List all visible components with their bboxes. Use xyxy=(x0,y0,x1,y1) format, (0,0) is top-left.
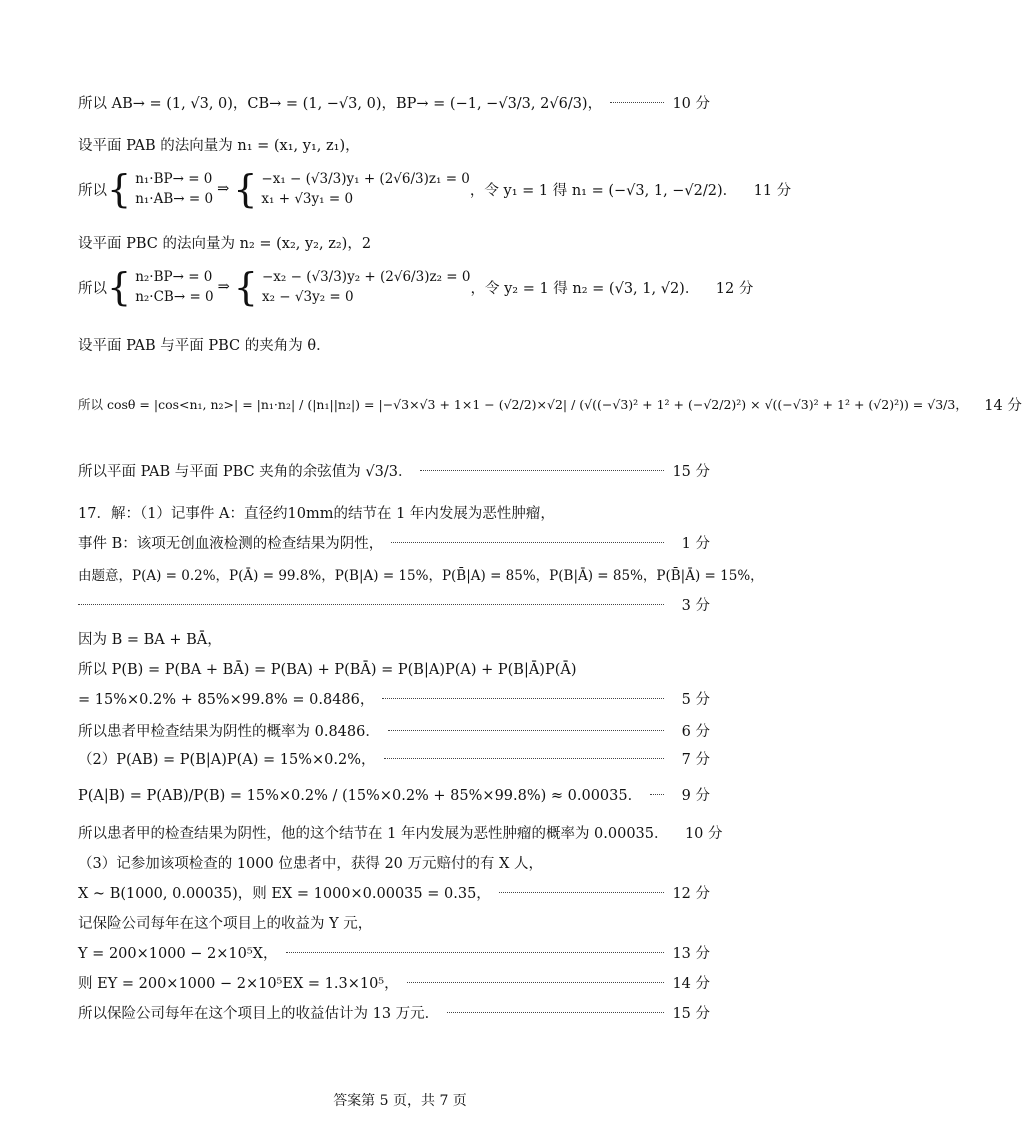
line-text: 17．解：（1）记事件 A：直径约10mm的结节在 1 年内发展为恶性肿瘤， xyxy=(78,505,555,522)
equation-row: x₁ + √3y₁ = 0 xyxy=(261,191,354,207)
line-system-1 xyxy=(78,167,792,211)
score-label: 5 分 xyxy=(681,691,710,708)
equation-row: x₂ − √3y₂ = 0 xyxy=(261,289,354,305)
equation-system-right xyxy=(233,169,470,209)
line-text: 所以患者甲检查结果为阴性的概率为 0.8486． xyxy=(78,723,380,740)
line-text: 因为 B = BA + BĀ， xyxy=(78,631,222,648)
equation-row: n₂·BP→ = 0 xyxy=(135,269,213,285)
score-label: 12 分 xyxy=(672,885,710,902)
line-normal-pbc xyxy=(78,228,710,256)
line-normal-pab xyxy=(78,130,710,158)
equation-row: −x₁ − (√3/3)y₁ + (2√6/3)z₁ = 0 xyxy=(261,171,470,187)
equation-row: n₁·BP→ = 0 xyxy=(135,171,213,187)
line-prob-negative xyxy=(78,716,710,744)
dot-leader xyxy=(384,757,665,759)
equation-system-left xyxy=(107,169,213,209)
score-label: 13 分 xyxy=(672,945,710,962)
equation-system-left xyxy=(107,267,214,307)
score-label: 10 分 xyxy=(684,825,723,842)
equation-row: n₁·AB→ = 0 xyxy=(135,191,214,207)
line-text: 所以 AB→ = (1, √3, 0)，CB→ = (1, −√3, 0)，BP→ = (−1, −√3/3, 2√6/3)， xyxy=(78,95,603,112)
line-bayes xyxy=(78,776,710,812)
dot-leader xyxy=(407,981,664,983)
line-text: ，令 y₁ = 1 得 n₁ = (−√3, 1, −√2/2)． xyxy=(469,182,738,199)
dot-leader xyxy=(78,603,664,605)
implies-symbol: ⇒ xyxy=(217,279,230,295)
score-label: 6 分 xyxy=(681,723,710,740)
score-label: 7 分 xyxy=(681,751,710,768)
line-ey xyxy=(78,968,710,996)
line-text: （2）P(AB) = P(B|A)P(A) = 15%×0.2%， xyxy=(78,751,376,768)
dot-leader xyxy=(286,951,665,953)
dot-leader xyxy=(420,469,664,471)
line-text: P(A|B) = P(AB)/P(B) = 15%×0.2% / (15%×0.2% + 85%×99.8%) ≈ 0.00035． xyxy=(78,787,643,804)
dot-leader xyxy=(499,891,664,893)
score-label: 15 分 xyxy=(672,463,710,480)
score-label: 10 分 xyxy=(672,95,710,112)
line-text: 所以 cosθ = |cos<n₁, n₂>| = |n₁·n₂| / (|n₁||n₂|) = |−√3×√3 + 1×1 − (√2/2)×√2| / (√((−√3)² + 1² + (−√2/2)²) × √((−√3)² + 1² + (√2)²)) = √3/3， xyxy=(78,397,968,412)
line-text: = 15%×0.2% + 85%×99.8% = 0.8486， xyxy=(78,691,375,708)
line-text: （3）记参加该项检查的 1000 位患者中，获得 20 万元赔付的有 X 人， xyxy=(78,855,544,872)
line-text: 设平面 PAB 与平面 PBC 的夹角为 θ． xyxy=(78,337,331,354)
line-text: 设平面 PAB 的法向量为 n₁ = (x₁, y₁, z₁)， xyxy=(78,137,360,154)
line-cosine-result xyxy=(78,456,710,484)
dot-leader xyxy=(388,729,664,731)
score-label: 14 分 xyxy=(984,397,1022,414)
line-text: 所以平面 PAB 与平面 PBC 夹角的余弦值为 √3/3． xyxy=(78,463,413,480)
implies-symbol: ⇒ xyxy=(217,181,230,197)
line-prefix: 所以 xyxy=(78,182,107,199)
equation-row: n₂·CB→ = 0 xyxy=(135,289,214,305)
score-label: 12 分 xyxy=(715,280,754,297)
line-text: 所以 P(B) = P(BA + BĀ) = P(BA) + P(BĀ) = P(B|A)P(A) + P(B|Ā)P(Ā) xyxy=(78,661,577,678)
line-total-prob xyxy=(78,654,710,682)
line-prefix: 所以 xyxy=(78,280,107,297)
line-text: 所以患者甲的检查结果为阴性，他的这个结节在 1 年内发展为恶性肿瘤的概率为 0.00035． xyxy=(78,825,669,842)
line-event-b xyxy=(78,528,710,556)
line-vectors xyxy=(78,88,710,116)
line-revenue-def xyxy=(78,908,710,936)
line-calc xyxy=(78,684,710,712)
page-footer: 答案第 5 页，共 7 页 xyxy=(333,1093,467,1109)
score-label: 1 分 xyxy=(681,535,710,552)
line-score-3 xyxy=(78,590,710,618)
equation-row: −x₂ − (√3/3)y₂ + (2√6/3)z₂ = 0 xyxy=(261,269,471,285)
brace-right: { xyxy=(233,265,258,309)
line-part-2 xyxy=(78,744,710,772)
score-label: 11 分 xyxy=(753,182,792,199)
score-label: 9 分 xyxy=(681,787,710,804)
brace-left: { xyxy=(107,167,132,211)
line-text: 所以保险公司每年在这个项目上的收益估计为 13 万元． xyxy=(78,1005,440,1022)
dot-leader xyxy=(610,101,664,103)
dot-leader xyxy=(382,697,664,699)
line-cosine xyxy=(78,380,1022,428)
line-text: ，令 y₂ = 1 得 n₂ = (√3, 1, √2)． xyxy=(470,280,700,297)
dot-leader xyxy=(391,541,664,543)
line-final xyxy=(78,998,710,1026)
line-system-2 xyxy=(78,265,754,309)
dot-leader xyxy=(650,793,664,795)
brace-left: { xyxy=(107,265,132,309)
line-text: Y = 200×1000 − 2×10⁵X， xyxy=(78,945,278,962)
line-y-formula xyxy=(78,938,710,966)
line-text: 记保险公司每年在这个项目上的收益为 Y 元， xyxy=(78,915,373,932)
line-because xyxy=(78,624,710,652)
line-text: 事件 B：该项无创血液检测的检查结果为阴性， xyxy=(78,535,384,552)
score-label: 14 分 xyxy=(672,975,710,992)
line-binomial xyxy=(78,878,710,906)
line-conclusion-2 xyxy=(78,818,723,846)
line-angle-def xyxy=(78,330,710,358)
line-text: 由题意，P(A) = 0.2%，P(Ā) = 99.8%，P(B|A) = 15%，P(B̄|A) = 85%，P(B|Ā) = 85%，P(B̄|Ā) = 15%， xyxy=(78,568,764,584)
score-label: 15 分 xyxy=(672,1005,710,1022)
line-text: 设平面 PBC 的法向量为 n₂ = (x₂, y₂, z₂)，2 xyxy=(78,235,372,252)
brace-right: { xyxy=(233,167,258,211)
line-part-3 xyxy=(78,848,710,876)
line-text: X ~ B(1000, 0.00035)，则 EX = 1000×0.00035 = 0.35， xyxy=(78,885,491,902)
dot-leader xyxy=(447,1011,664,1013)
line-given xyxy=(78,560,764,588)
score-label: 3 分 xyxy=(681,597,710,614)
equation-system-right xyxy=(234,267,471,307)
line-text: 则 EY = 200×1000 − 2×10⁵EX = 1.3×10⁵， xyxy=(78,975,399,992)
line-q17-start xyxy=(78,498,710,526)
